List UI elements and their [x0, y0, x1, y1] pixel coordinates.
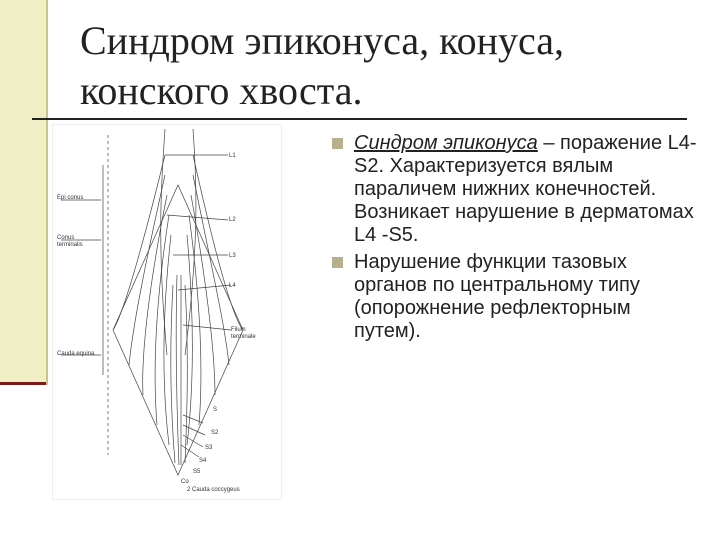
label-cauda-equina: Cauda equina: [57, 351, 95, 357]
figure-caption: 2 Cauda coccygeus: [187, 487, 240, 493]
bullet-square-icon: [332, 138, 343, 149]
decorative-band-edge: [46, 0, 48, 385]
label-l4: L4: [229, 283, 236, 289]
label-s4: S4: [199, 458, 207, 464]
spinal-cord-drawing: [53, 125, 281, 499]
title-line-1: Синдром эпиконуса, конуса,: [80, 18, 564, 63]
label-filum: Filum terminale: [231, 327, 256, 340]
bullet-list: [332, 132, 702, 347]
label-s5: S5: [193, 469, 201, 475]
bullet-text-1: – поражение L4-S2. Характеризуется вялым параличем нижних конечностей. Возникает нарушение в дерматомах L4 -S5.: [354, 132, 697, 246]
label-l3: L3: [229, 253, 236, 259]
bullet-item-1: [332, 132, 702, 247]
label-s3: S3: [205, 445, 213, 451]
label-conus: Conus terminalis: [57, 235, 83, 248]
title-line-2: конского хвоста.: [80, 68, 363, 113]
decorative-accent-bar: [0, 382, 46, 385]
label-epiconus: Epi conus: [57, 195, 84, 201]
bullet-item-2: [332, 251, 702, 343]
bullet-square-icon: [332, 257, 343, 268]
label-l2: L2: [229, 217, 236, 223]
label-co: Co: [181, 479, 189, 485]
title-underline: [32, 118, 687, 120]
label-s: S: [213, 407, 218, 413]
label-s2: S2: [211, 430, 219, 436]
bullet-text-2: Нарушение функции тазовых органов по центральному типу (опорожнение рефлекторным путем).: [354, 251, 640, 342]
spinal-cord-diagram: [52, 124, 282, 500]
slide-title: [80, 16, 700, 116]
bullet-term: Синдром эпиконуса: [354, 132, 538, 154]
decorative-left-band: [0, 0, 46, 385]
label-l1: L1: [229, 153, 236, 159]
